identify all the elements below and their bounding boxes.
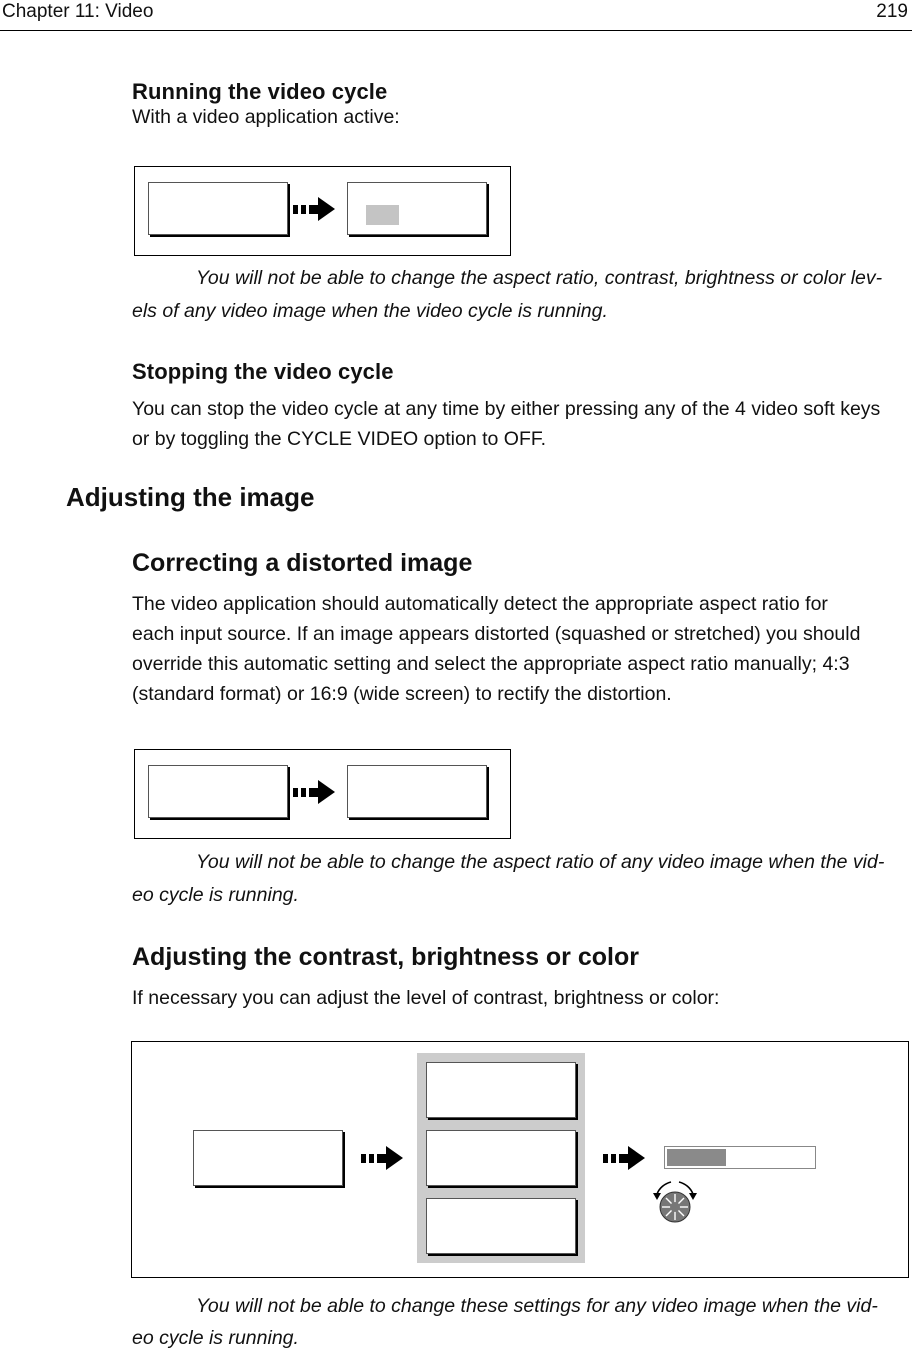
- correcting-line4: (standard format) or 16:9 (wide screen) to rectify the distortion.: [132, 683, 672, 705]
- heading-adjusting-contrast: Adjusting the contrast, brightness or color: [132, 943, 639, 971]
- page-number: 219: [876, 1, 908, 22]
- arrow-icon: [293, 196, 337, 222]
- heading-running-video-cycle: Running the video cycle: [132, 79, 388, 104]
- arrow-icon: [293, 779, 337, 805]
- note-running-line1: You will not be able to change the aspect ratio, contrast, brightness or color lev-: [196, 267, 883, 289]
- note-correcting-line1: You will not be able to change the aspect ratio of any video image when the vid-: [196, 851, 885, 873]
- softkey: [193, 1130, 343, 1186]
- note-running-line2: els of any video image when the video cycle is running.: [132, 300, 608, 322]
- arrow-icon: [603, 1145, 647, 1171]
- softkey: [148, 765, 288, 818]
- arrow-icon: [361, 1145, 405, 1171]
- correcting-line1: The video application should automatically detect the appropriate aspect ratio for: [132, 593, 828, 615]
- heading-adjusting-image: Adjusting the image: [66, 482, 315, 512]
- softkey-diagram-cycle: [134, 166, 511, 256]
- softkey-highlighted: [347, 182, 487, 235]
- softkey: [426, 1130, 576, 1186]
- heading-stopping-video-cycle: Stopping the video cycle: [132, 359, 394, 384]
- softkey: [347, 765, 487, 818]
- softkey: [426, 1198, 576, 1254]
- note-contrast-line1: You will not be able to change these settings for any video image when the vid-: [196, 1295, 878, 1317]
- level-slider: [664, 1146, 816, 1169]
- note-correcting-line2: eo cycle is running.: [132, 884, 299, 906]
- rotary-knob-icon: [649, 1176, 701, 1228]
- softkey: [148, 182, 288, 235]
- contrast-intro: If necessary you can adjust the level of contrast, brightness or color:: [132, 987, 720, 1009]
- correcting-line3: override this automatic setting and select the appropriate aspect ratio manually; 4:3: [132, 653, 850, 675]
- stopping-line1: You can stop the video cycle at any time by either pressing any of the 4 video soft keys: [132, 398, 881, 420]
- softkey-group: [417, 1053, 585, 1263]
- heading-correcting-distorted-image: Correcting a distorted image: [132, 549, 473, 577]
- softkey: [426, 1062, 576, 1118]
- running-intro: With a video application active:: [132, 106, 400, 128]
- stopping-line2: or by toggling the CYCLE VIDEO option to OFF.: [132, 428, 547, 450]
- softkey-diagram-aspect: [134, 749, 511, 839]
- correcting-line2: each input source. If an image appears distorted (squashed or stretched) you should: [132, 623, 861, 645]
- selection-highlight: [366, 205, 399, 225]
- running-head: [0, 0, 912, 31]
- chapter-title: Chapter 11: Video: [2, 1, 154, 22]
- softkey-diagram-levels: [131, 1041, 909, 1278]
- note-contrast-line2: eo cycle is running.: [132, 1327, 299, 1349]
- level-slider-fill: [667, 1149, 726, 1166]
